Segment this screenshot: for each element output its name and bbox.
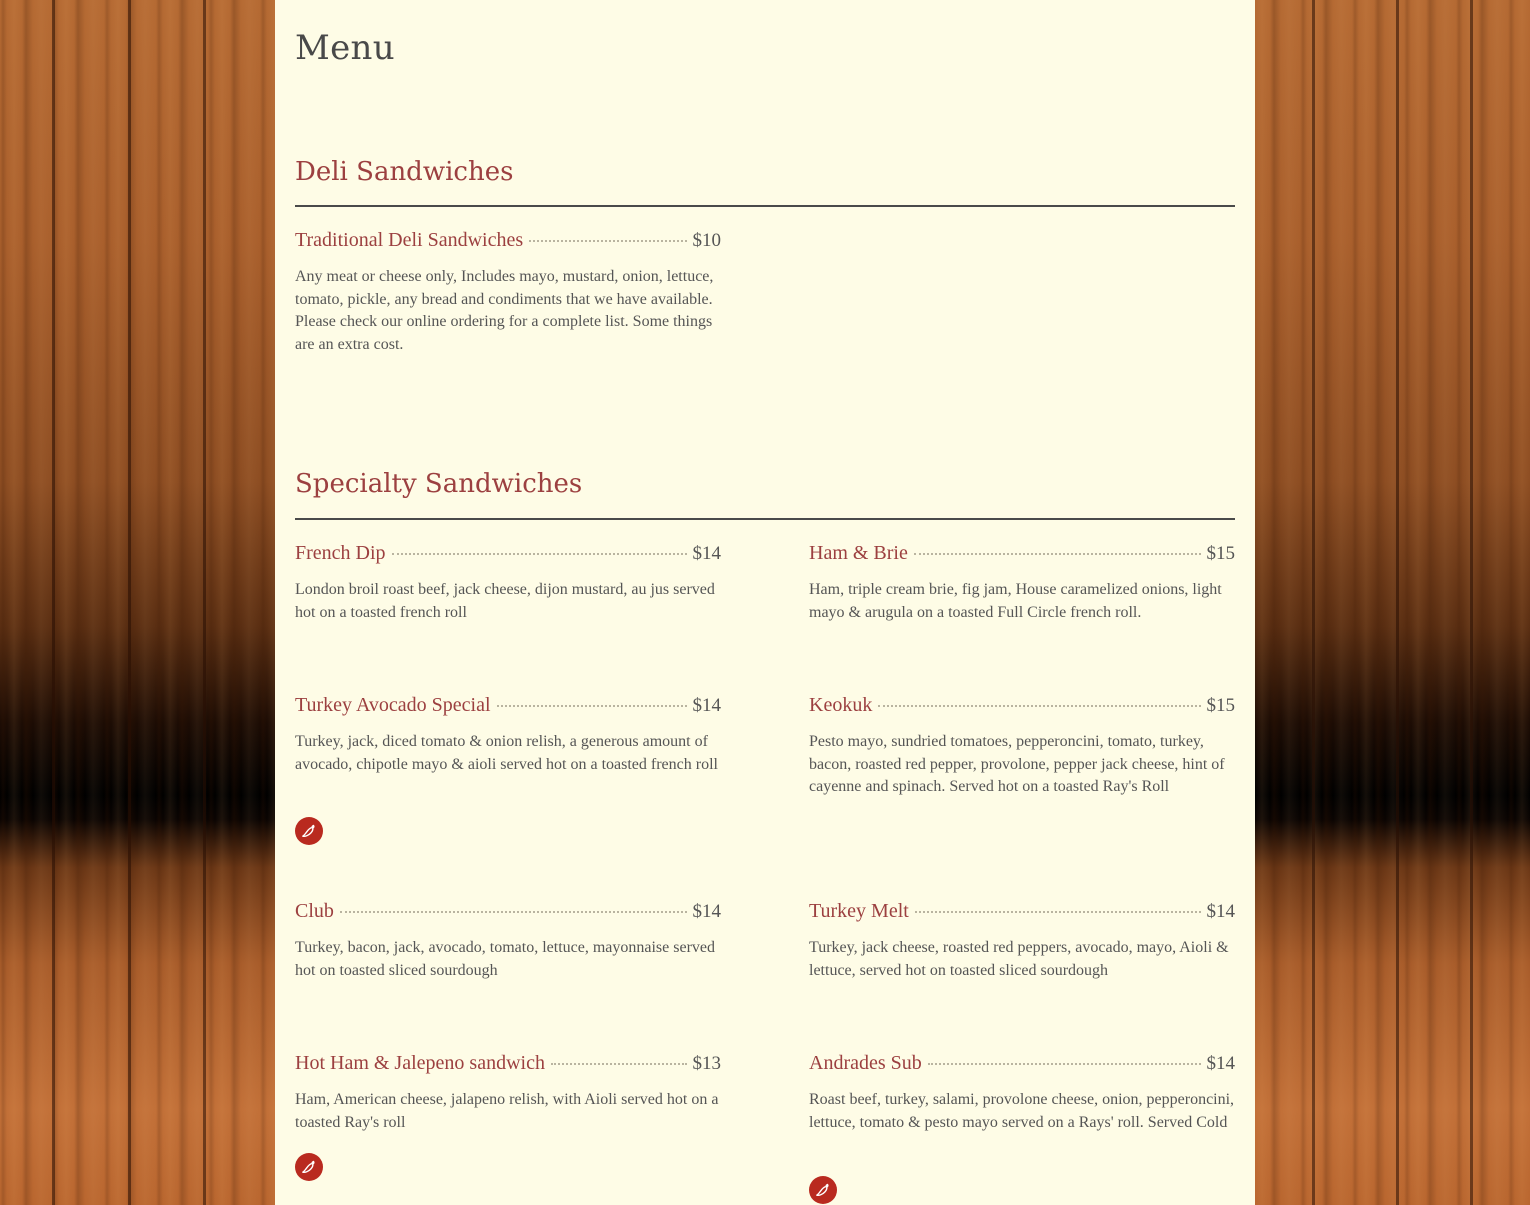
item-price: $10 xyxy=(692,230,721,251)
item-name[interactable]: French Dip xyxy=(295,542,386,564)
item-description: Turkey, jack, diced tomato & onion relish, a generous amount of avocado, chipotle mayo & aioli served hot on a toasted french roll xyxy=(295,733,718,773)
menu-item-traditional-deli-sandwiches[interactable] xyxy=(295,229,721,356)
item-price: $13 xyxy=(692,1053,721,1074)
item-description: Pesto mayo, sundried tomatoes, pepperoncini, tomato, turkey, bacon, roasted red pepper, provolone, pepper jack cheese, hint of cayenne and spinach. Served hot on a toasted Ray's Roll xyxy=(809,733,1225,795)
wood-seam xyxy=(52,0,55,1205)
dot-leader xyxy=(392,553,687,555)
chili-pepper-icon xyxy=(809,1176,837,1204)
item-price: $14 xyxy=(692,901,721,922)
item-price: $14 xyxy=(692,543,721,564)
menu-item-hot-ham-jalepeno[interactable] xyxy=(295,1052,721,1134)
item-description: Ham, triple cream brie, fig jam, House caramelized onions, light mayo & arugula on a toasted Full Circle french roll. xyxy=(809,581,1222,621)
item-price: $14 xyxy=(692,695,721,716)
section-divider xyxy=(295,518,1235,520)
section-title-specialty-sandwiches: Specialty Sandwiches xyxy=(295,469,583,499)
item-description: London broil roast beef, jack cheese, dijon mustard, au jus served hot on a toasted french roll xyxy=(295,581,715,621)
menu-item-turkey-avocado-special[interactable] xyxy=(295,694,721,776)
wood-seam xyxy=(128,0,131,1205)
section-divider xyxy=(295,205,1235,207)
item-description: Ham, American cheese, jalapeno relish, with Aioli served hot on a toasted Ray's roll xyxy=(295,1091,719,1131)
item-name[interactable]: Ham & Brie xyxy=(809,542,908,564)
item-description: Roast beef, turkey, salami, provolone cheese, onion, pepperoncini, lettuce, tomato & pesto mayo served on a Rays' roll. Served Cold xyxy=(809,1091,1235,1131)
section-title-deli-sandwiches: Deli Sandwiches xyxy=(295,157,514,187)
dot-leader xyxy=(914,553,1201,555)
page-title: Menu xyxy=(295,28,395,68)
item-name[interactable]: Andrades Sub xyxy=(809,1052,922,1074)
item-description: Any meat or cheese only, Includes mayo, mustard, onion, lettuce, tomato, pickle, any bread and condiments that we have available. Please check our online ordering for a complete list. Some things are an extra cost. xyxy=(295,268,714,353)
item-name[interactable]: Club xyxy=(295,900,334,922)
dot-leader xyxy=(878,705,1200,707)
dot-leader xyxy=(551,1063,687,1065)
menu-item-ham-brie[interactable] xyxy=(809,542,1235,624)
menu-item-keokuk[interactable] xyxy=(809,694,1235,799)
item-name[interactable]: Keokuk xyxy=(809,694,873,716)
item-price: $15 xyxy=(1206,543,1235,564)
dot-leader xyxy=(340,911,687,913)
item-price: $14 xyxy=(1206,1053,1235,1074)
item-description: Turkey, bacon, jack, avocado, tomato, lettuce, mayonnaise served hot on toasted sliced sourdough xyxy=(295,939,716,979)
item-name[interactable]: Hot Ham & Jalepeno sandwich xyxy=(295,1052,545,1074)
dot-leader xyxy=(915,911,1201,913)
menu-item-club[interactable] xyxy=(295,900,721,982)
dot-leader xyxy=(928,1063,1201,1065)
chili-pepper-icon xyxy=(295,817,323,845)
item-price: $14 xyxy=(1206,901,1235,922)
menu-item-turkey-melt[interactable] xyxy=(809,900,1235,982)
dot-leader xyxy=(529,240,686,242)
item-description: Turkey, jack cheese, roasted red peppers, avocado, mayo, Aioli & lettuce, served hot on toasted sliced sourdough xyxy=(809,939,1229,979)
wood-seam xyxy=(1470,0,1473,1205)
wood-seam xyxy=(203,0,206,1205)
menu-page xyxy=(275,0,1255,1205)
dot-leader xyxy=(497,705,687,707)
wood-seam xyxy=(1312,0,1315,1205)
item-name[interactable]: Traditional Deli Sandwiches xyxy=(295,229,524,251)
menu-item-andrades-sub[interactable] xyxy=(809,1052,1235,1134)
item-price: $15 xyxy=(1206,695,1235,716)
chili-pepper-icon xyxy=(295,1153,323,1181)
menu-item-french-dip[interactable] xyxy=(295,542,721,624)
item-name[interactable]: Turkey Avocado Special xyxy=(295,694,491,716)
item-name[interactable]: Turkey Melt xyxy=(809,900,909,922)
wood-seam xyxy=(1396,0,1399,1205)
